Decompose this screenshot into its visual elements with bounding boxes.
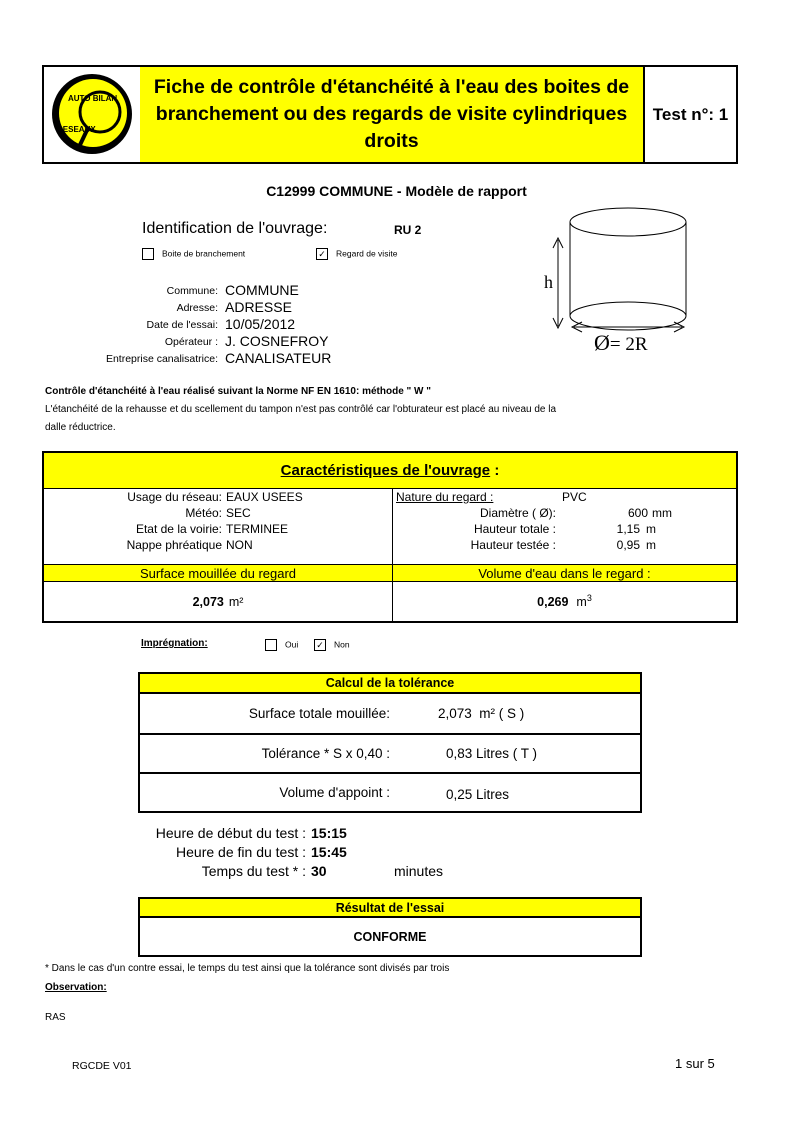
resultat-value: CONFORME [353,929,427,944]
option-regard[interactable] [316,248,397,260]
tolerance-row-value: 2,073 m² ( S ) [438,706,525,721]
impregnation-oui-label: Oui [285,639,299,650]
tolerance-table [138,672,642,813]
nature-label: Nature du regard : [396,490,494,504]
field-value: TERMINEE [226,522,289,536]
field-value: NON [226,538,253,552]
diameter-formula: = 2R [609,334,648,355]
info-label: Entreprise canalisatrice: [105,353,218,365]
volume-unit [576,593,591,609]
field-label: Diamètre ( Ø): [479,506,556,520]
diameter-label [594,330,648,356]
tolerance-row-value: 0,83 Litres ( T ) [446,746,538,761]
volume-header [393,564,736,582]
field-value: SEC [226,506,251,520]
field-unit: m [646,522,656,536]
tolerance-row [140,694,640,735]
surface-header-label: Surface mouillée du regard [139,565,297,581]
surface-header [44,564,392,582]
caracteristiques-title: Caractéristiques de l'ouvrage [280,462,491,479]
height-label: h [544,272,553,292]
tolerance-title: Calcul de la tolérance [325,676,455,690]
header-box [42,65,738,164]
caracteristiques-title-suffix: : [490,462,500,479]
logo-text-left: RESEAUX [57,125,96,134]
resultat-title: Résultat de l'essai [335,900,445,915]
tolerance-header [140,674,640,694]
timing-value: 15:15 [311,825,347,841]
surface-unit: m² [228,594,244,609]
field-label: Hauteur totale : [473,522,556,536]
logo-cell [44,67,142,162]
info-value: ADRESSE [225,299,292,315]
info-label: Opérateur : [164,336,218,348]
info-row [60,350,460,367]
tolerance-row-value: 0,25 Litres [446,787,510,802]
tolerance-row-label: Tolérance * S x 0,40 : [261,746,390,761]
checkbox-oui[interactable] [265,639,277,651]
timing-block [100,825,500,881]
timing-unit: minutes [394,863,444,879]
field-label: Hauteur testée : [470,538,556,552]
field-label: Etat de la voirie: [135,522,222,536]
field-value: EAUX USEES [226,490,303,504]
page-title: Fiche de contrôle d'étanchéité à l'eau des boites de branchement ou des regards de visite cylindriques droits [153,76,630,152]
option-boite-label: Boite de branchement [162,248,246,259]
impregnation-non-label: Non [334,639,350,650]
observation-label: Observation: [45,982,107,993]
checkbox-non[interactable]: ✓ [314,639,326,651]
timing-label: Temps du test * : [201,863,306,879]
hauteur-testee-row [396,538,736,553]
field-value: 0,95 [616,538,640,552]
volume-unit-base: m [576,595,587,610]
timing-row [100,825,500,843]
info-label: Date de l'essai: [146,319,218,331]
info-row [60,299,460,316]
footer-ref: RGCDE V01 [72,1060,132,1072]
meteo-row [44,506,392,521]
usage-row [44,490,392,505]
timing-label: Heure de début du test : [155,825,306,841]
checkbox-regard[interactable]: ✓ [316,248,328,260]
diametre-row [396,506,736,521]
tolerance-row [140,735,640,774]
timing-row [100,863,500,881]
field-value: 600 [627,506,648,520]
nature-row [396,490,736,505]
report-subtitle: C12999 COMMUNE - Modèle de rapport [266,183,527,199]
info-value: 10/05/2012 [225,316,296,332]
surface-value-cell [44,582,392,621]
resultat-table [138,897,642,957]
info-label: Commune: [166,285,218,297]
resultat-header [140,899,640,918]
timing-value: 30 [311,863,327,879]
hauteur-totale-row [396,522,736,537]
volume-value-cell [393,582,736,621]
field-label: Météo: [185,506,222,520]
info-row [60,316,460,333]
impregnation-non[interactable] [314,639,350,651]
info-value: CANALISATEUR [225,350,332,366]
checkbox-boite[interactable] [142,248,154,260]
info-value: J. COSNEFROY [225,333,329,349]
info-row [60,282,460,299]
test-number: Test n°: 1 [652,104,729,124]
header-title-cell [140,67,645,162]
info-label: Adresse: [176,302,218,314]
diameter-symbol: Ø [594,330,610,355]
caracteristiques-header [44,453,736,489]
volume-unit-exp: 3 [586,593,592,604]
norm-text-line1: L'étanchéité de la rehausse et du scellement du tampon n'est pas contrôlé car l'obturateur est placé au niveau de la [45,404,557,415]
field-value: 1,15 [616,522,640,536]
timing-label: Heure de fin du test : [176,844,306,860]
info-value: COMMUNE [225,282,299,298]
logo-text-top: AUTO BILAN [68,94,118,103]
option-boite[interactable] [142,248,245,260]
identification-label: Identification de l'ouvrage: [142,220,328,237]
surface-value: 2,073 [192,594,224,609]
volume-header-label: Volume d'eau dans le regard : [478,565,651,581]
field-label: Usage du réseau: [127,490,222,504]
resultat-value-cell [140,918,640,955]
impregnation-label: Imprégnation: [141,638,208,649]
field-unit: m [646,538,656,552]
norm-title: Contrôle d'étanchéité à l'eau réalisé suivant la Norme NF EN 1610: méthode " W " [45,386,432,397]
field-label: Nappe phréatique [126,538,222,552]
page-number: 1 sur 5 [675,1056,715,1071]
tolerance-row-label: Surface totale mouillée: [248,706,390,721]
timing-row [100,844,500,862]
logo-icon [44,67,140,162]
timing-value: 15:45 [311,844,347,860]
tolerance-row-label: Volume d'appoint : [279,785,390,800]
tolerance-row [140,774,640,811]
identification-value: RU 2 [394,223,422,237]
norm-text-line2: dalle réductrice. [45,422,116,433]
footnote: * Dans le cas d'un contre essai, le temps du test ainsi que la tolérance sont divisés par trois [45,963,450,974]
nappe-row [44,538,392,553]
nature-value: PVC [562,490,587,504]
voirie-row [44,522,392,537]
field-unit: mm [652,506,672,520]
observation-text: RAS [45,1012,66,1023]
option-regard-label: Regard de visite [336,248,398,259]
caracteristiques-table [42,451,738,623]
volume-value: 0,269 [537,594,569,609]
impregnation-oui[interactable] [265,639,298,651]
info-row [60,333,460,350]
